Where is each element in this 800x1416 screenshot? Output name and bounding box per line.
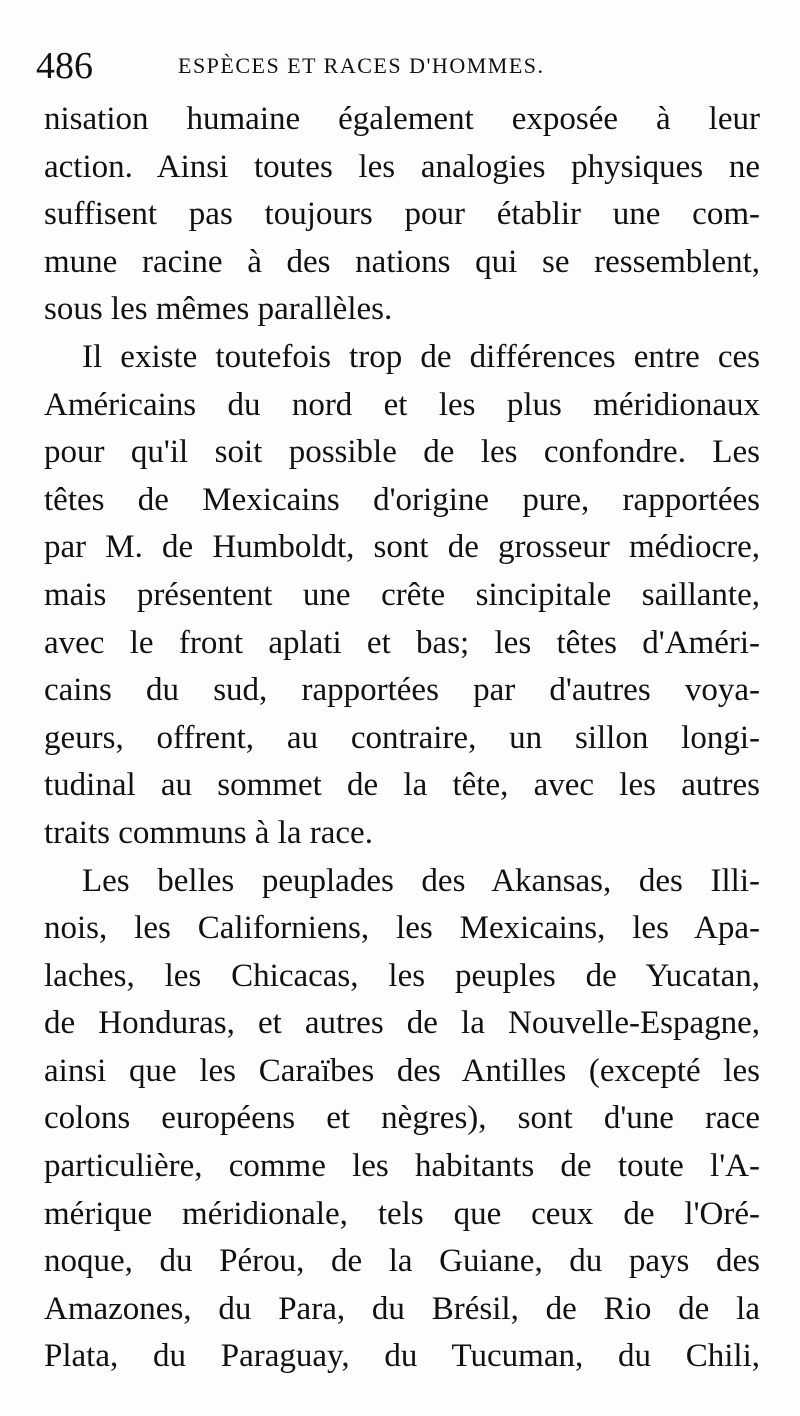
text-line: tudinal au sommet de la tête, avec les autres xyxy=(44,767,760,804)
text-line: suffisent pas toujours pour établir une com- xyxy=(44,196,760,233)
running-title: ESPÈCES ET RACES D'HOMMES. xyxy=(178,53,545,78)
text-line: noque, du Pérou, de la Guiane, du pays des xyxy=(44,1243,760,1280)
text-line: de Honduras, et autres de la Nouvelle-Espagne, xyxy=(44,1005,760,1042)
text-line: nisation humaine également exposée à leur xyxy=(44,101,760,137)
text-line: avec le front aplati et bas; les têtes d'Améri- xyxy=(44,624,760,661)
text-line: colons européens et nègres), sont d'une race xyxy=(44,1100,760,1137)
text-line: action. Ainsi toutes les analogies physiques ne xyxy=(44,148,760,185)
text-line: cains du sud, rapportées par d'autres voya- xyxy=(44,672,760,709)
text-line: mais présentent une crête sincipitale saillante, xyxy=(44,576,760,613)
text-line: mune racine à des nations qui se ressemblent, xyxy=(44,243,760,280)
text-line: mérique méridionale, tels que ceux de l'Oré- xyxy=(44,1195,760,1232)
text-line: têtes de Mexicains d'origine pure, rapportées xyxy=(44,481,760,518)
text-line: Les belles peuplades des Akansas, des Illi- xyxy=(82,862,760,899)
text-line: pour qu'il soit possible de les confondre. Les xyxy=(44,434,760,471)
text-line: particulière, comme les habitants de toute l'A- xyxy=(44,1148,760,1185)
page-number: 486 xyxy=(36,45,93,87)
text-line: Plata, du Paraguay, du Tucuman, du Chili, xyxy=(44,1338,760,1375)
text-line: nois, les Californiens, les Mexicains, les Apa- xyxy=(44,910,760,947)
text-line: ainsi que les Caraïbes des Antilles (excepté les xyxy=(44,1052,760,1089)
text-line: traits communs à la race. xyxy=(44,814,373,851)
text-line: par M. de Humboldt, sont de grosseur médiocre, xyxy=(44,529,760,566)
text-line: sous les mêmes parallèles. xyxy=(44,291,393,328)
text-line: Amazones, du Para, du Brésil, de Rio de la xyxy=(44,1290,760,1327)
body-text xyxy=(44,96,760,1381)
text-line: Il existe toutefois trop de différences entre ces xyxy=(82,338,760,375)
text-line: laches, les Chicacas, les peuples de Yucatan, xyxy=(44,957,760,994)
running-head xyxy=(36,40,766,92)
text-line: geurs, offrent, au contraire, un sillon longi- xyxy=(44,719,760,756)
text-line: Américains du nord et les plus méridionaux xyxy=(44,386,760,423)
